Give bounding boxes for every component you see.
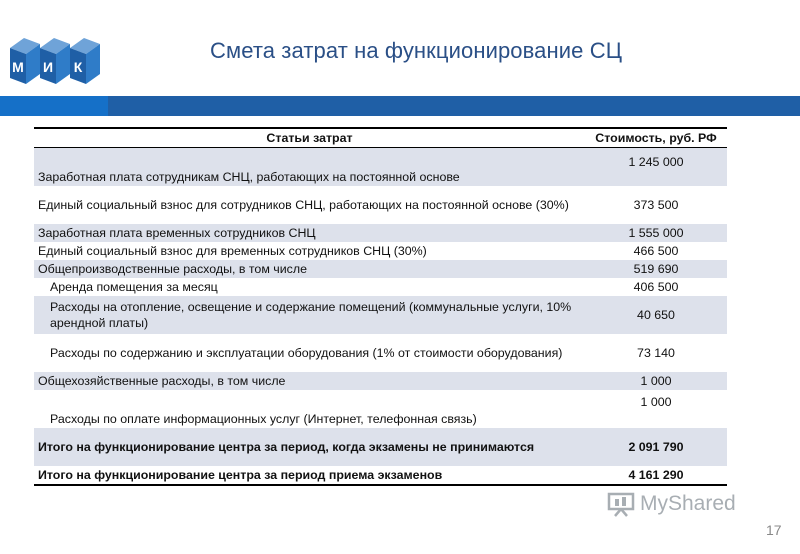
row-cost: 1 000: [585, 372, 727, 390]
logo-letter-i: И: [42, 59, 54, 75]
table-row: [34, 372, 727, 390]
row-item: Общепроизводственные расходы, в том числе: [34, 260, 585, 278]
cost-estimate-table: [34, 127, 727, 486]
row-cost: 1 555 000: [585, 224, 727, 242]
page-number: 17: [766, 522, 782, 538]
row-cost: 2 091 790: [585, 428, 727, 466]
row-item: Единый социальный взнос для сотрудников СНЦ, работающих на постоянной основе (30%): [34, 186, 585, 224]
row-cost: 1 245 000: [585, 148, 727, 187]
logo-letter-k: К: [73, 59, 83, 75]
table-row: [34, 224, 727, 242]
table-row: [34, 278, 727, 296]
row-cost: 519 690: [585, 260, 727, 278]
table-row: [34, 296, 727, 334]
row-cost: 406 500: [585, 278, 727, 296]
table-row: [34, 428, 727, 466]
row-item: Итого на функционирование центра за период приема экзаменов: [34, 466, 585, 485]
table-row: [34, 466, 727, 485]
row-item: Единый социальный взнос для временных сотрудников СНЦ (30%): [34, 242, 585, 260]
presentation-board-icon: [606, 491, 636, 517]
header-cost: Стоимость, руб. РФ: [585, 128, 727, 148]
row-item: Расходы по содержанию и эксплуатации оборудования (1% от стоимости оборудования): [34, 334, 585, 372]
watermark-text: MyShared: [640, 492, 736, 515]
header-items: Статьи затрат: [34, 128, 585, 148]
table-row: [34, 242, 727, 260]
slide-title: Смета затрат на функционирование СЦ: [210, 38, 623, 63]
table-row: [34, 390, 727, 428]
row-item: Аренда помещения за месяц: [34, 278, 585, 296]
row-item: Общехозяйственные расходы, в том числе: [34, 372, 585, 390]
row-cost: 4 161 290: [585, 466, 727, 485]
logo-cube-1: [10, 38, 40, 84]
table-header-row: [34, 128, 727, 148]
row-item: Расходы на отопление, освещение и содержание помещений (коммунальные услуги, 10% арендной платы): [34, 296, 585, 334]
myshared-watermark: [606, 491, 736, 517]
row-item: Итого на функционирование центра за период, когда экзамены не принимаются: [34, 428, 585, 466]
logo-cube-2: [40, 38, 70, 84]
table-row: [34, 260, 727, 278]
row-item: Расходы по оплате информационных услуг (Интернет, телефонная связь): [34, 390, 585, 428]
mik-logo: [6, 34, 106, 90]
row-cost: 40 650: [585, 296, 727, 334]
table-row: [34, 186, 727, 224]
logo-cube-3: [70, 38, 100, 84]
table-row: [34, 148, 727, 187]
header-band: [0, 96, 800, 116]
row-cost: 466 500: [585, 242, 727, 260]
logo-letter-m: М: [12, 59, 24, 75]
table-row: [34, 334, 727, 372]
row-cost: 73 140: [585, 334, 727, 372]
row-item: Заработная плата сотрудникам СНЦ, работающих на постоянной основе: [34, 148, 585, 187]
row-cost: 1 000: [585, 390, 727, 428]
row-item: Заработная плата временных сотрудников СНЦ: [34, 224, 585, 242]
header-band-accent: [0, 96, 108, 116]
row-cost: 373 500: [585, 186, 727, 224]
